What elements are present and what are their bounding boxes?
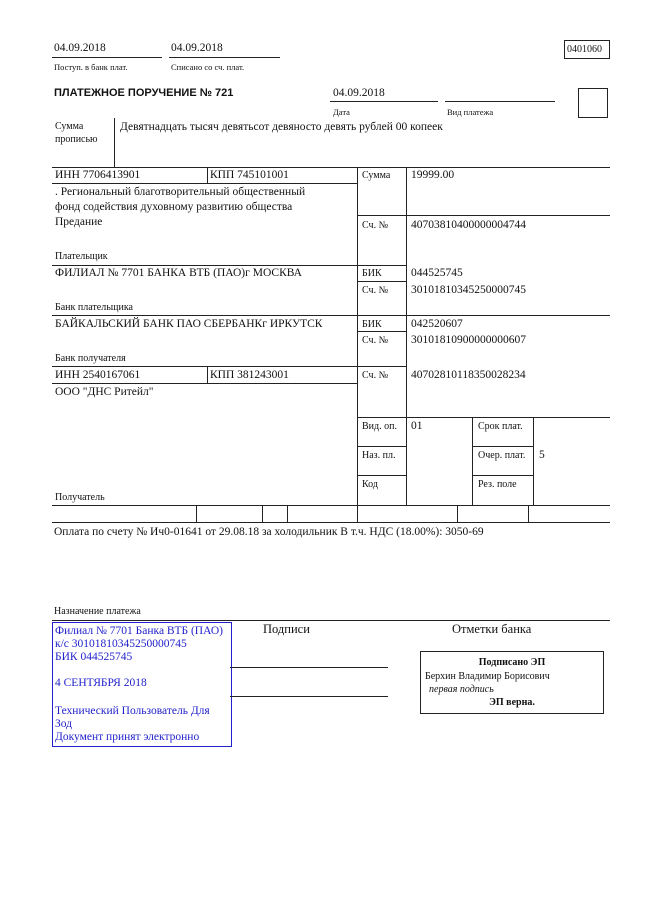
order-date: 04.09.2018 xyxy=(333,87,385,99)
stamp-line: БИК 044525745 xyxy=(55,651,133,663)
payer-bank-name: ФИЛИАЛ № 7701 БАНКА ВТБ (ПАО)г МОСКВА xyxy=(55,267,302,279)
payer-bank-label: Банк плательщика xyxy=(55,302,133,313)
op-type-label: Вид. оп. xyxy=(362,421,397,432)
payee-bank-label: Банк получателя xyxy=(55,353,126,364)
payer-label: Плательщик xyxy=(55,251,108,262)
reserve-label: Рез. поле xyxy=(478,479,517,490)
payer-kpp: КПП 745101001 xyxy=(210,169,289,181)
e-signature-role: первая подпись xyxy=(429,684,494,695)
received-date: 04.09.2018 xyxy=(54,42,106,54)
payer-bik: 044525745 xyxy=(411,267,463,279)
payer-bik-label: БИК xyxy=(362,268,382,279)
payer-bank-account: 30101810345250000745 xyxy=(411,284,526,296)
payee-bank-account-label: Сч. № xyxy=(362,335,389,346)
debited-label: Списано со сч. плат. xyxy=(171,62,245,72)
priority-label: Очер. плат. xyxy=(478,450,526,461)
purpose-label: Назначение платежа xyxy=(54,606,141,617)
debited-date: 04.09.2018 xyxy=(171,42,223,54)
amount-words-label: Сумма прописью xyxy=(55,121,98,145)
payment-type-label: Вид платежа xyxy=(447,107,494,117)
amount-value: 19999.00 xyxy=(411,169,455,181)
payee-kpp: КПП 381243001 xyxy=(210,369,289,381)
bank-marks-label: Отметки банка xyxy=(452,622,532,636)
stamp-date: 4 СЕНТЯБРЯ 2018 xyxy=(55,677,147,689)
signatures-label: Подписи xyxy=(263,622,310,636)
payee-bik-label: БИК xyxy=(362,319,382,330)
payee-bank-name: БАЙКАЛЬСКИЙ БАНК ПАО СБЕРБАНКг ИРКУТСК xyxy=(55,318,323,330)
payer-account-label: Сч. № xyxy=(362,220,389,231)
e-signature-title: Подписано ЭП xyxy=(478,657,546,668)
code-label: Код xyxy=(362,479,378,490)
payee-label: Получатель xyxy=(55,492,105,503)
payer-status-box xyxy=(578,88,608,118)
form-code: 0401060 xyxy=(567,44,602,55)
e-signature-status: ЭП верна. xyxy=(489,697,535,708)
page-title: ПЛАТЕЖНОЕ ПОРУЧЕНИЕ № 721 xyxy=(54,87,234,99)
e-signature-box xyxy=(420,651,604,714)
op-type: 01 xyxy=(411,420,423,432)
term-label: Срок плат. xyxy=(478,421,523,432)
e-signature-signer: Берхин Владимир Борисович xyxy=(425,671,550,682)
date-label: Дата xyxy=(333,107,350,117)
payer-name-line: . Региональный благотворительный общественный xyxy=(55,186,306,198)
amount-words: Девятнадцать тысяч девятьсот девяносто девять рублей 00 копеек xyxy=(120,121,443,133)
payer-bank-account-label: Сч. № xyxy=(362,285,389,296)
payee-inn: ИНН 2540167061 xyxy=(55,369,141,381)
purpose-code-label: Наз. пл. xyxy=(362,450,396,461)
stamp-user-line: Документ принят электронно xyxy=(55,731,200,743)
payer-name-line: фонд содействия духовному развитию общества xyxy=(55,201,293,213)
form-code-box xyxy=(564,40,610,59)
amount-label: Сумма xyxy=(362,170,391,181)
stamp-user-line: Зод xyxy=(55,718,73,730)
payer-inn: ИНН 7706413901 xyxy=(55,169,141,181)
payee-account-label: Сч. № xyxy=(362,370,389,381)
stamp-line: Филиал № 7701 Банка ВТБ (ПАО) xyxy=(55,625,223,637)
payee-name: ООО "ДНС Ритейл" xyxy=(55,386,154,398)
bank-stamp xyxy=(52,622,232,747)
payer-name-line: Предание xyxy=(55,216,103,228)
stamp-user-line: Технический Пользователь Для xyxy=(55,705,210,717)
payee-account: 40702810118350028234 xyxy=(411,369,526,381)
stamp-line: к/с 30101810345250000745 xyxy=(55,638,187,650)
payer-account: 40703810400000004744 xyxy=(411,219,526,231)
received-label: Поступ. в банк плат. xyxy=(54,62,128,72)
payee-bank-account: 30101810900000000607 xyxy=(411,334,526,346)
payee-bik: 042520607 xyxy=(411,318,463,330)
payment-purpose: Оплата по счету № Ич0-01641 от 29.08.18 за холодильник В т.ч. НДС (18.00%): 3050-69 xyxy=(54,526,484,538)
priority-value: 5 xyxy=(539,449,545,461)
